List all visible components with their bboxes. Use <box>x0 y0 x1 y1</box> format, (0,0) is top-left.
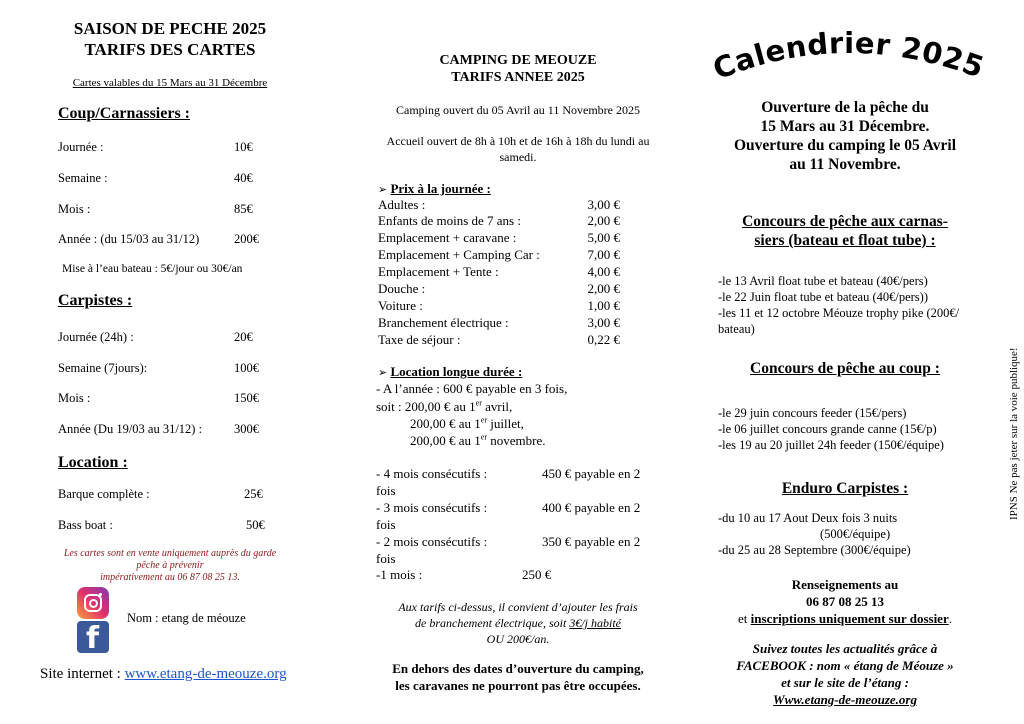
info-block: Renseignements au 06 87 08 25 13 et inscriptions uniquement sur dossier. <box>738 577 952 626</box>
day-price-row: Taxe de séjour : 0,22 € <box>378 332 620 347</box>
long-heading: ➢ Location longue durée : <box>378 364 523 379</box>
price-label: Journée (24h) : <box>58 330 134 344</box>
arrow-bullet-icon: ➢ <box>378 367 388 379</box>
fishing-column <box>0 0 340 724</box>
enduro-heading: Enduro Carpistes : <box>781 480 909 497</box>
extra-fees-note: Aux tarifs ci-dessus, il convient d’ajouter les frais de branchement électrique, soit 3€/j habité OU 200€/an. <box>398 600 638 646</box>
day-price-row: Voiture : 1,00 € <box>378 298 620 313</box>
facebook-follow-block: Suivez toutes les actualités grâce à FACEBOOK : nom « étang de Méouze » et sur le site de l’étang : Www.etang-de-meouze.org <box>700 640 990 708</box>
camping-open-text: Camping ouvert du 05 Avril au 11 Novembre 2025 <box>396 103 640 117</box>
year-rental-line: 200,00 € au 1er juillet, <box>410 415 524 431</box>
month-rental-cont: fois <box>376 517 396 532</box>
sale-note: Les cartes sont en vente uniquement auprès du garde pêche à prévenir impérativement au 06 87 08 25 13. <box>63 548 277 583</box>
carp-heading: Carpistes : <box>58 292 133 309</box>
camping-column <box>348 0 688 724</box>
month-rental-value: 350 € payable en 2 <box>542 534 641 549</box>
day-price-row: Emplacement + Tente : 4,00 € <box>378 264 620 279</box>
price-value: 50€ <box>246 518 265 532</box>
day-price-row: Branchement électrique : 3,00 € <box>378 315 620 330</box>
list-item: -le 22 Juin float tube et bateau (40€/pers)) <box>718 290 928 304</box>
opening-info: Ouverture de la pêche du 15 Mars au 31 Décembre. Ouverture du camping le 05 Avril au 11 Novembre. <box>733 99 957 173</box>
list-item: (500€/équipe) <box>820 527 891 541</box>
calendar-title <box>708 20 998 95</box>
one-month-value: 250 € <box>522 567 552 582</box>
list-item: bateau) <box>718 322 755 336</box>
price-label: Bass boat : <box>58 518 113 532</box>
price-value: 200€ <box>234 232 259 246</box>
website-link-calendar[interactable]: Www.etang-de-meouze.org <box>773 692 917 707</box>
price-label: Année (Du 19/03 au 31/12) : <box>58 422 203 436</box>
svg-text:Calendrier 2025: Calendrier 2025 <box>708 25 989 87</box>
price-value: 150€ <box>234 391 259 405</box>
price-label: Mois : <box>58 202 91 216</box>
price-label: Mois : <box>58 391 91 405</box>
price-label: Semaine : <box>58 171 108 185</box>
day-price-row: Emplacement + Camping Car : 7,00 € <box>378 247 620 262</box>
day-price-row: Enfants de moins de 7 ans : 2,00 € <box>378 213 620 228</box>
month-rental-label: - 3 mois consécutifs : <box>376 500 488 515</box>
arrow-bullet-icon: ➢ <box>378 184 388 196</box>
price-value: 300€ <box>234 422 259 436</box>
fishing-title: SAISON DE PECHE 2025 TARIFS DES CARTES <box>73 19 267 59</box>
list-item: -les 19 au 20 juillet 24h feeder (150€/équipe) <box>718 438 944 452</box>
location-heading: Location : <box>58 454 128 471</box>
outside-dates-note: En dehors des dates d’ouverture du camping, les caravanes ne pourront pas être occupées. <box>392 661 644 693</box>
calendar-column <box>700 0 990 724</box>
day-price-row: Emplacement + caravane : 5,00 € <box>378 230 620 245</box>
list-item: -les 11 et 12 octobre Méouze trophy pike (200€/ <box>718 306 960 320</box>
month-rental-cont: fois <box>376 551 396 566</box>
instagram-icon[interactable] <box>77 587 109 619</box>
day-heading: ➢ Prix à la journée : <box>378 181 491 196</box>
list-item: -le 13 Avril float tube et bateau (40€/pers) <box>718 274 928 288</box>
year-rental-line: 200,00 € au 1er novembre. <box>410 432 546 448</box>
year-rental-line: soit : 200,00 € au 1er avril, <box>376 398 513 414</box>
price-label: Journée : <box>58 140 104 154</box>
camping-title: CAMPING DE MEOUZE TARIFS ANNEE 2025 <box>439 53 597 85</box>
price-label: Barque complète : <box>58 487 150 501</box>
website-line: Site internet : www.etang-de-meouze.org <box>40 666 287 682</box>
website-link[interactable]: www.etang-de-meouze.org <box>124 666 287 682</box>
price-value: 40€ <box>234 171 253 185</box>
price-value: 10€ <box>234 140 253 154</box>
enduro-list <box>718 510 911 558</box>
month-rental-value: 400 € payable en 2 <box>542 500 641 515</box>
validity-text: Cartes valables du 15 Mars au 31 Décembre <box>72 77 268 89</box>
list-item: -le 06 juillet concours grande canne (15€/p) <box>718 422 937 436</box>
list-item: -du 10 au 17 Aout Deux fois 3 nuits <box>718 511 898 525</box>
day-price-row: Adultes : 3,00 € <box>378 197 620 212</box>
month-rental-value: 450 € payable en 2 <box>542 466 641 481</box>
coup-contest-list <box>718 405 944 453</box>
reception-text: Accueil ouvert de 8h à 10h et de 16h à 18h du lundi au samedi. <box>386 134 650 164</box>
month-rental-label: - 4 mois consécutifs : <box>376 466 488 481</box>
month-rental-cont: fois <box>376 483 396 498</box>
carnassier-contest-list <box>718 273 959 337</box>
price-value: 100€ <box>234 361 259 375</box>
social-name: Nom : etang de méouze <box>127 611 246 625</box>
list-item: -du 25 au 28 Septembre (300€/équipe) <box>718 543 911 557</box>
coup-heading: Coup/Carnassiers : <box>58 105 191 122</box>
facebook-icon[interactable]: f <box>77 621 109 653</box>
price-value: 85€ <box>234 202 253 216</box>
one-month-label: -1 mois : <box>376 567 423 582</box>
price-label: Année : (du 15/03 au 31/12) <box>58 232 200 246</box>
price-value: 20€ <box>234 330 253 344</box>
carnassier-contest-heading: Concours de pêche aux carnas- siers (bateau et float tube) : <box>742 213 948 249</box>
list-item: -le 29 juin concours feeder (15€/pers) <box>718 406 907 420</box>
price-label: Semaine (7jours): <box>58 361 148 375</box>
ipns-notice: IPNS Ne pas jeter sur la voie publique! <box>1008 347 1020 520</box>
coup-contest-heading: Concours de pêche au coup : <box>750 360 940 377</box>
price-value: 25€ <box>244 487 263 501</box>
boat-launch-text: Mise à l’eau bateau : 5€/jour ou 30€/an <box>62 263 243 275</box>
month-rental-label: - 2 mois consécutifs : <box>376 534 488 549</box>
year-rental-line: - A l’année : 600 € payable en 3 fois, <box>376 381 568 396</box>
day-price-row: Douche : 2,00 € <box>378 281 620 296</box>
